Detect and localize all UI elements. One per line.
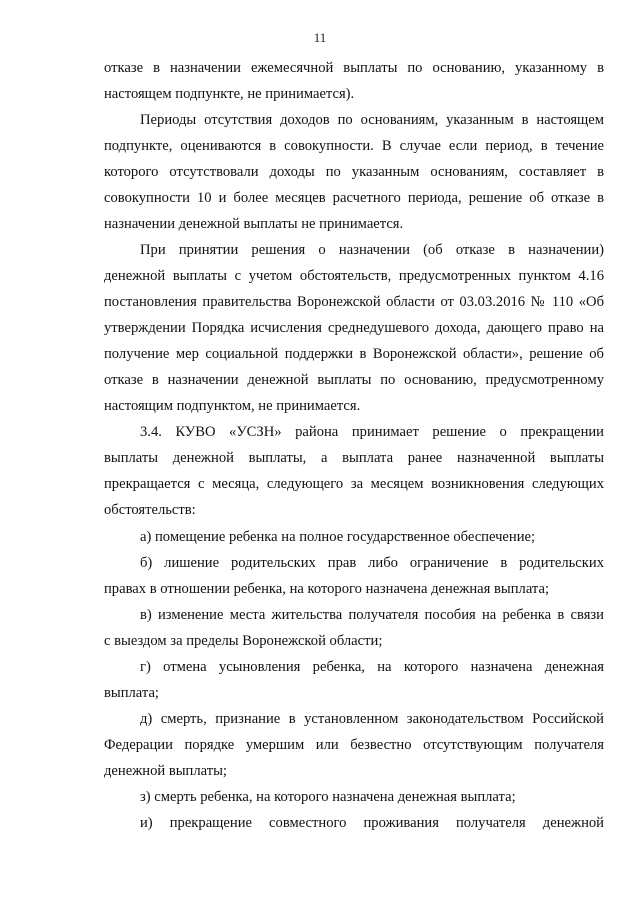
list-item: з) смерть ребенка, на которого назначена денежная выплата;	[140, 789, 516, 805]
list-item: и) прекращение совместного проживания получателя денежной	[140, 815, 604, 831]
text-line: назначении денежной выплаты не принимается.	[104, 216, 404, 232]
text-line: настоящем подпункте, не принимается).	[104, 86, 355, 102]
list-item: г) отмена усыновления ребенка, на которого назначена денежная	[140, 659, 604, 675]
list-item: б) лишение родительских прав либо ограничение в родительских	[140, 555, 604, 571]
text-line: денежной выплаты;	[104, 763, 227, 779]
text-line: утверждении Порядка исчисления среднедушевого дохода, дающего право на	[104, 320, 604, 336]
text-line: выплата;	[104, 685, 159, 701]
text-line: которого отсутствовали доходы по указанным основаниям, составляет в	[104, 164, 604, 180]
text-line: правах в отношении ребенка, на которого назначена денежная выплата;	[104, 581, 550, 597]
text-line: отказе в назначении денежной выплаты по основанию, предусмотренному	[104, 372, 604, 388]
text-line: прекращается с месяца, следующего за месяцем возникновения следующих	[104, 476, 604, 492]
text-line: постановления правительства Воронежской области от 03.03.2016 № 110 «Об	[104, 294, 604, 310]
paragraph-first-line: Периоды отсутствия доходов по основаниям, указанным в настоящем	[140, 112, 604, 128]
text-line: отказе в назначении ежемесячной выплаты по основанию, указанному в	[104, 60, 604, 76]
text-line: Федерации порядке умершим или безвестно отсутствующим получателя	[104, 737, 604, 753]
text-line: выплаты денежной выплаты, а выплата ранее назначенной выплаты	[104, 450, 604, 466]
page-number: 11	[313, 30, 327, 45]
text-line: подпункте, оцениваются в совокупности. В случае если период, в течение	[104, 138, 604, 154]
text-line: денежной выплаты с учетом обстоятельств, предусмотренных пунктом 4.16	[104, 268, 604, 284]
text-line: с выездом за пределы Воронежской области;	[104, 633, 383, 649]
list-item: а) помещение ребенка на полное государственное обеспечение;	[140, 529, 536, 545]
paragraph-first-line: При принятии решения о назначении (об отказе в назначении)	[140, 242, 604, 258]
text-line: получение мер социальной поддержки в Воронежской области», решение об	[104, 346, 604, 362]
list-item: в) изменение места жительства получателя пособия на ребенка в связи	[140, 607, 604, 623]
list-item: д) смерть, признание в установленном законодательством Российской	[140, 711, 604, 727]
text-line: совокупности 10 и более месяцев расчетного периода, решение об отказе в	[104, 190, 604, 206]
paragraph-first-line: 3.4. КУВО «УСЗН» района принимает решение о прекращении	[140, 424, 604, 440]
text-line: настоящим подпунктом, не принимается.	[104, 398, 361, 414]
text-line: обстоятельств:	[104, 502, 196, 518]
